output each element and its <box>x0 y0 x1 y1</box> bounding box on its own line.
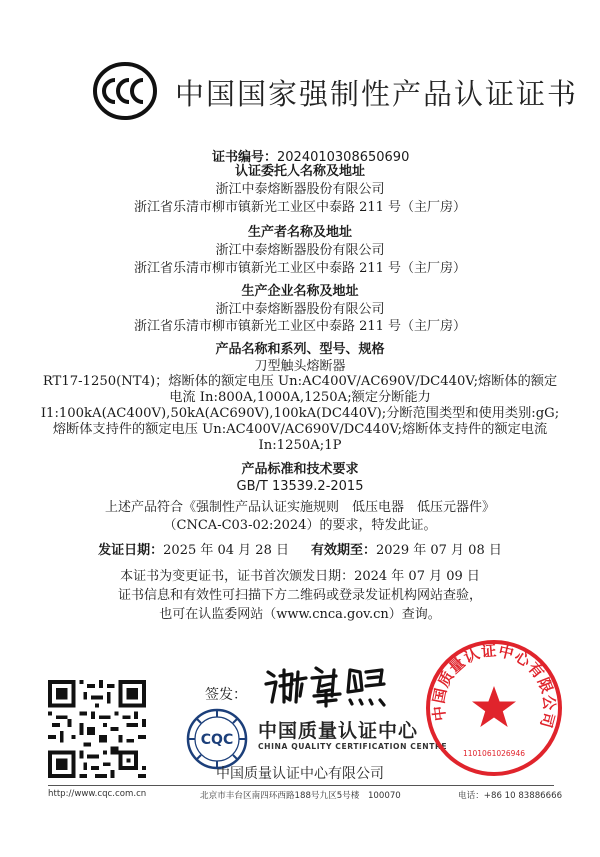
applicant-name: 浙江中泰熔断器股份有限公司 <box>215 182 385 197</box>
cqc-logo-text: CQC <box>200 732 234 748</box>
product-spec-line: In:1250A;1P <box>258 438 342 453</box>
cqc-name-en: CHINA QUALITY CERTIFICATION CENTRE <box>258 742 448 751</box>
note-line: 证书信息和有效性可扫描下方二维码或登录发证机构网站查验， <box>117 588 482 603</box>
product-spec-line: 熔断体支持件的额定电压 Un:AC400V/AC690V/DC440V;熔断体支持件的额定电流 <box>52 422 548 437</box>
note-line: 也可在认监委网站（www.cnca.gov.cn）查询。 <box>159 607 441 622</box>
product-spec-line: RT17-1250(NT4)；熔断体的额定电压 Un:AC400V/AC690V/DC440V;熔断体的额定 <box>42 374 558 389</box>
product-heading: 产品名称和系列、型号、规格 <box>215 342 385 357</box>
signature-image <box>262 662 402 708</box>
manufacturer-name: 浙江中泰熔断器股份有限公司 <box>215 243 385 258</box>
cqc-logo <box>186 708 248 770</box>
footer-phone: 电话：+86 10 83886666 <box>458 791 563 801</box>
applicant-address: 浙江省乐清市柳市镇新光工业区中泰路 211 号（主厂房） <box>133 200 467 215</box>
factory-address: 浙江省乐清市柳市镇新光工业区中泰路 211 号（主厂房） <box>133 319 467 334</box>
manufacturer-heading: 生产者名称及地址 <box>247 225 352 240</box>
note-line: 本证书为变更证书，证书首次颁发日期：2024 年 07 月 09 日 <box>120 569 480 584</box>
standard-value: GB/T 13539.2-2015 <box>236 479 364 494</box>
issuer-name: 中国质量认证中心有限公司 <box>216 766 384 782</box>
signature-label: 签发： <box>205 687 247 703</box>
factory-heading: 生产企业名称及地址 <box>241 284 359 299</box>
compliance-line: （CNCA-C03-02:2024）的要求，特发此证。 <box>163 518 437 533</box>
certificate-number-value: 2024010308650690 <box>277 150 410 165</box>
manufacturer-address: 浙江省乐清市柳市镇新光工业区中泰路 211 号（主厂房） <box>133 261 467 276</box>
certificate-number <box>212 146 409 165</box>
factory-name: 浙江中泰熔断器股份有限公司 <box>215 302 385 317</box>
certificate-number-label: 证书编号： <box>212 150 278 165</box>
applicant-heading: 认证委托人名称及地址 <box>234 164 365 179</box>
cqc-name-cn: 中国质量认证中心 <box>258 720 419 742</box>
footer-website[interactable]: http://www.cqc.com.cn <box>48 789 147 799</box>
seal-code: 1101061026946 <box>462 749 526 758</box>
expiry-date-value: 2029 年 07 月 08 日 <box>376 543 502 558</box>
footer-divider <box>48 785 554 786</box>
product-spec-line: I1:100kA(AC400V),50kA(AC690V),100kA(DC440V);分断范围类型和使用类别:gG; <box>40 406 560 421</box>
issue-date-value: 2025 年 04 月 28 日 <box>163 543 289 558</box>
official-seal <box>424 638 564 778</box>
dates-line <box>0 543 600 559</box>
standard-heading: 产品标准和技术要求 <box>241 462 359 477</box>
ccc-mark-logo <box>93 62 157 120</box>
compliance-line: 上述产品符合《强制性产品认证实施规则 低压电器 低压元器件》 <box>104 500 495 515</box>
product-name: 刀型触头熔断器 <box>254 359 346 374</box>
seal-ring-text: 中国质量认证中心有限公司 <box>429 641 559 731</box>
expiry-date-label: 有效期至： <box>311 543 377 558</box>
product-spec-line: 电流 In:800A,1000A,1250A;额定分断能力 <box>169 390 431 405</box>
footer-address: 北京市丰台区南四环西路188号九区5号楼 100070 <box>200 791 401 801</box>
certificate-title: 中国国家强制性产品认证证书 <box>175 77 579 111</box>
issue-date-label: 发证日期： <box>98 543 164 558</box>
